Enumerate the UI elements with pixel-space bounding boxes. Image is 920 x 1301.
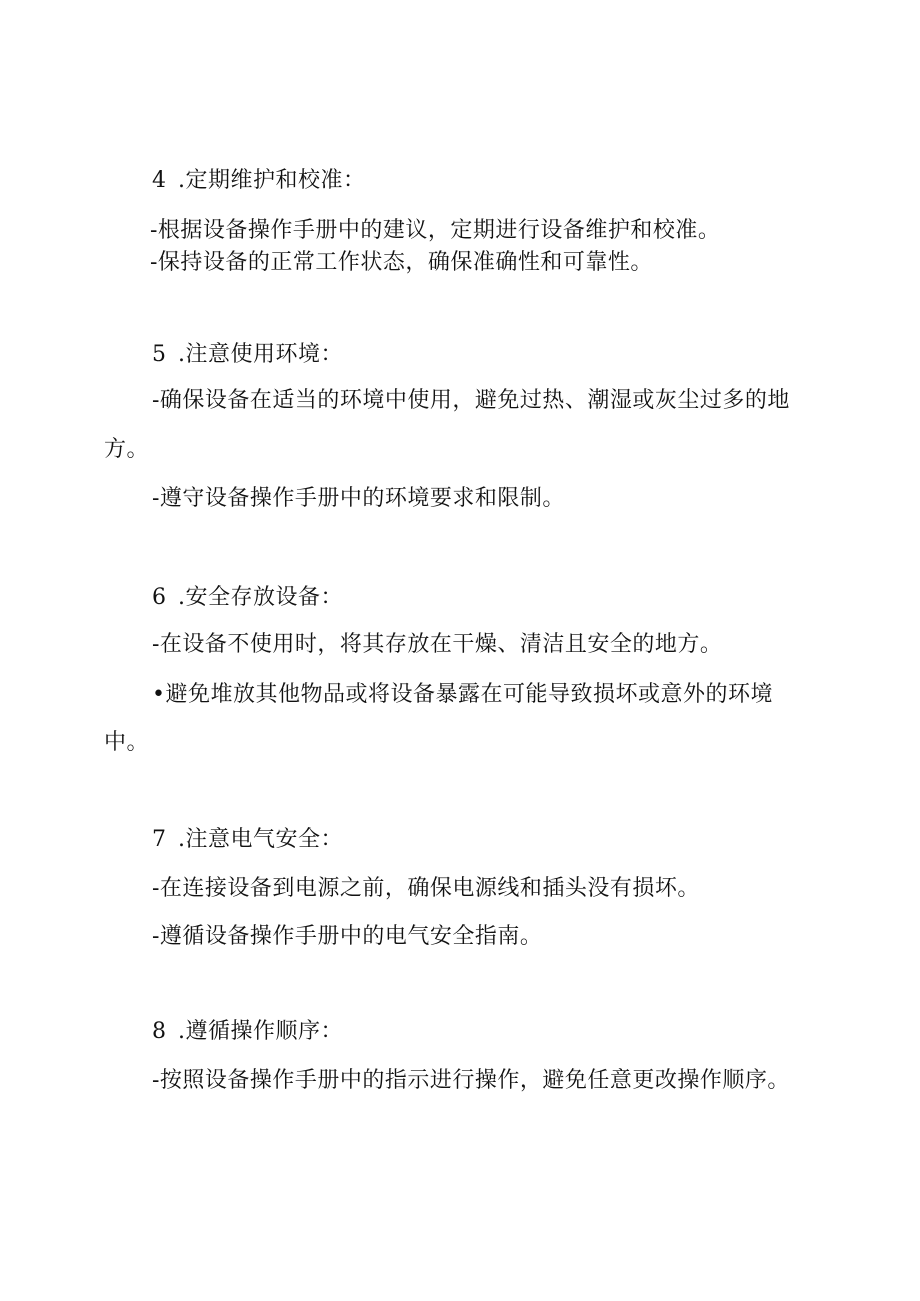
body-line: 方。 — [104, 437, 150, 462]
body-line: -在连接设备到电源之前，确保电源线和插头没有损坏。 — [152, 876, 700, 901]
section-heading-6 — [152, 583, 343, 613]
section-number: 6 — [152, 585, 167, 610]
section-heading-5 — [152, 340, 343, 370]
section-heading-4 — [152, 166, 366, 196]
section-heading-7 — [152, 825, 343, 855]
section-title: .安全存放设备： — [178, 585, 343, 610]
section-number: 7 — [152, 827, 167, 852]
section-heading-8 — [152, 1017, 343, 1047]
body-line: -遵循设备操作手册中的电气安全指南。 — [152, 924, 543, 949]
section-title: .注意电气安全： — [178, 827, 343, 852]
body-line: -遵守设备操作手册中的环境要求和限制。 — [152, 486, 565, 511]
section-title: .注意使用环境： — [178, 342, 343, 367]
body-line: •避免堆放其他物品或将设备暴露在可能导致损坏或意外的环境 — [152, 682, 773, 707]
section-number: 5 — [152, 342, 167, 367]
body-line: -按照设备操作手册中的指示进行操作，避免任意更改操作顺序。 — [152, 1068, 790, 1093]
section-number: 4 — [152, 168, 167, 193]
body-line: -根据设备操作手册中的建议，定期进行设备维护和校准。 — [150, 218, 721, 243]
body-line: -确保设备在适当的环境中使用，避免过热、潮湿或灰尘过多的地 — [152, 388, 790, 413]
body-line: -保持设备的正常工作状态，确保准确性和可靠性。 — [150, 250, 653, 275]
body-line: -在设备不使用时，将其存放在干燥、清洁且安全的地方。 — [152, 632, 723, 657]
body-line: 中。 — [104, 730, 150, 755]
section-title: .定期维护和校准： — [178, 168, 366, 193]
section-number: 8 — [152, 1019, 167, 1044]
section-title: .遵循操作顺序： — [178, 1019, 343, 1044]
